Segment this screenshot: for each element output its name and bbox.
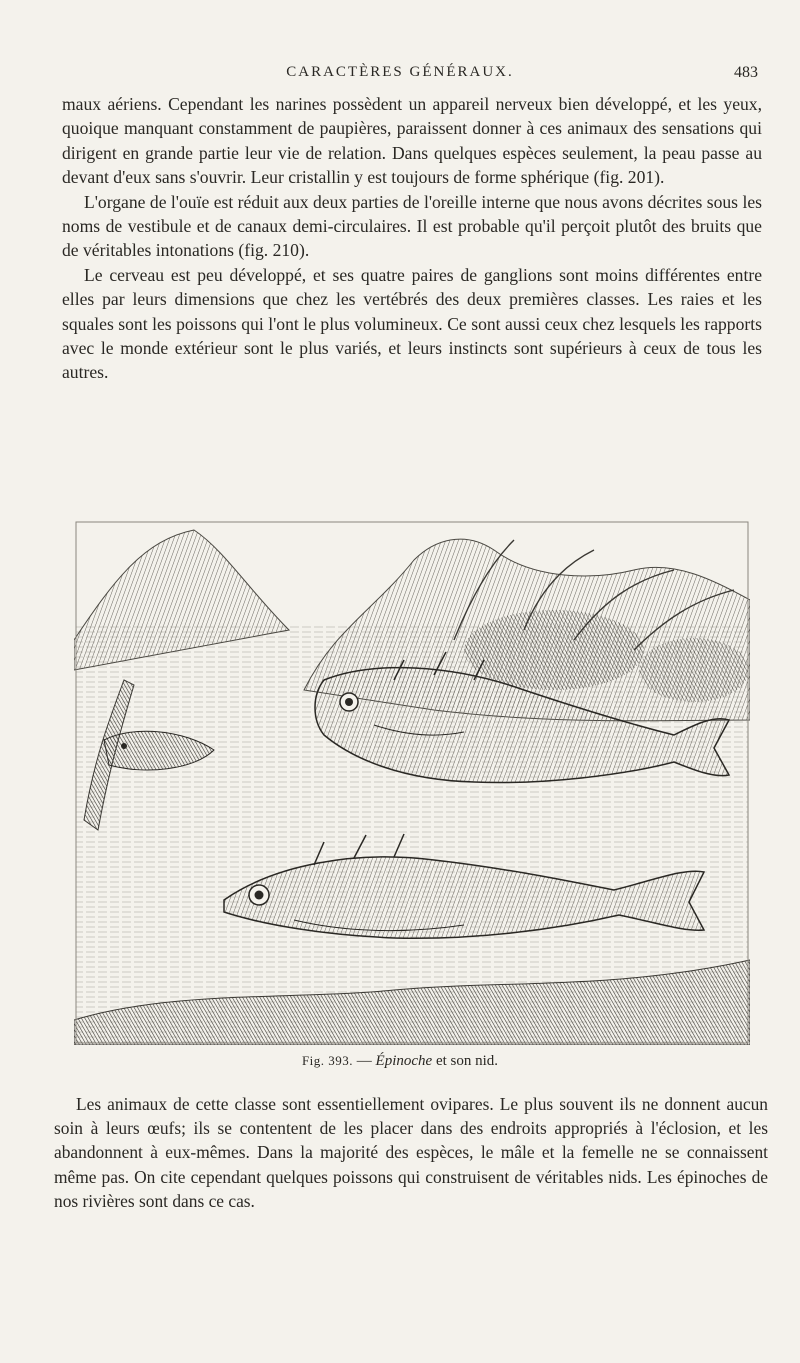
caption-title: Épinoche — [375, 1053, 433, 1069]
caption-dash: — — [353, 1053, 376, 1069]
bottom-text — [54, 1092, 768, 1213]
paragraph-eyes: maux aériens. Cependant les narines possèdent un appareil nerveux bien développé, et les yeux, quoique manquant constamment de paupières, paraissent donner à ces animaux des sensations qui dirigent en grande partie leur vie de relation. Dans quelques espèces seulement, la peau passe au devant d'eux sans s'ouvrir. Leur cristallin y est toujours de forme sphérique (fig. 201). — [62, 94, 762, 188]
running-title: CARACTÈRES GÉNÉRAUX. — [286, 64, 514, 80]
page-header — [0, 64, 800, 88]
paragraph-hearing: L'organe de l'ouïe est réduit aux deux parties de l'oreille interne que nous avons décrites sous les noms de vestibule et de canaux demi-circulaires. Il est probable qu'il perçoit plutôt des bruits que de véritables intonations (fig. 210). — [62, 191, 762, 261]
paragraph-reproduction: Les animaux de cette classe sont essentiellement ovipares. Le plus souvent ils ne donnent aucun soin à leurs œufs; ils se contentent de les placer dans des endroits appropriés à l'éclosion, et les abandonnent à eux-mêmes. Dans la majorité des espèces, le mâle et la femelle ne se connaissent même pas. On cite cependant quelques poissons qui construisent de véritables nids. Les épinoches de nos rivières sont dans ce cas. — [54, 1094, 768, 1211]
page-number: 483 — [734, 64, 758, 81]
caption-rest: et son nid. — [432, 1053, 499, 1069]
paragraph-brain: Le cerveau est peu développé, et ses quatre paires de ganglions sont moins différentes entre elles par leurs dimensions que chez les vertébrés des deux premières classes. Les raies et les squales sont les poissons qui l'ont le plus volumineux. Ce sont aussi ceux chez lesquels les rapports avec le monde extérieur sont le plus variés, et leurs instincts sont supérieurs à ceux de tous les autres. — [62, 264, 762, 383]
engraving-drawing — [74, 520, 750, 1045]
caption-label: Fig. 393. — [301, 1053, 354, 1068]
stickleback-illustration — [74, 520, 750, 1045]
body-text — [62, 92, 762, 385]
figure-caption — [0, 1053, 800, 1070]
